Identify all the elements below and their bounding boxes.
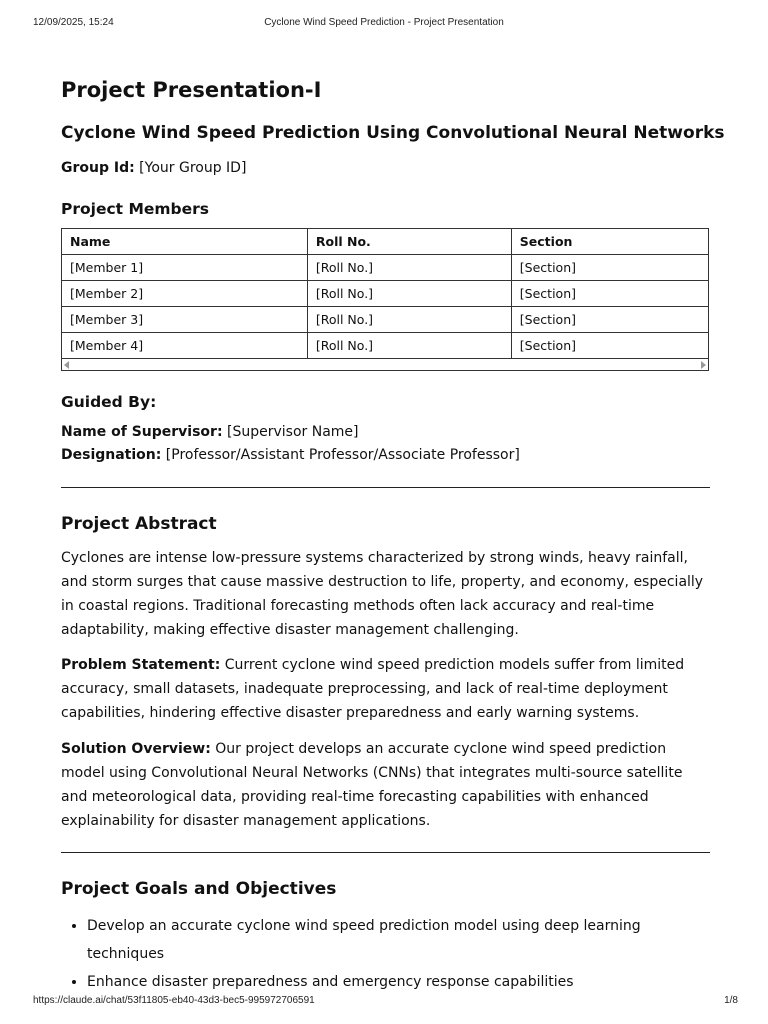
list-item: • Develop an accurate cyclone wind speed prediction model using deep learning techniques [87, 912, 707, 968]
supervisor-label: Name of Supervisor: [61, 424, 223, 440]
solution-overview-text: Our project develops an accurate cyclone wind speed prediction model using Convolutional Neural Networks (CNNs) that integrates multi-source satellite and meteorological data, providing real-time forecasting capabilities with enhanced explainability for disaster management applications. [61, 741, 683, 829]
supervisor-value: [Supervisor Name] [222, 424, 359, 440]
page-title: Project Presentation-I [61, 78, 322, 102]
member-section-cell: [Section] [511, 281, 708, 307]
group-id-label: Group Id: [61, 160, 135, 176]
designation-line [61, 447, 520, 463]
member-roll-cell: [Roll No.] [307, 307, 511, 333]
column-header-name: Name [62, 229, 308, 255]
goals-heading: Project Goals and Objectives [61, 879, 337, 899]
group-id-line [61, 160, 246, 176]
member-section-cell: [Section] [511, 333, 708, 359]
members-table [61, 228, 709, 359]
problem-statement-text: Current cyclone wind speed prediction models suffer from limited accuracy, small datasets, inadequate preprocessing, and lack of real-time deployment capabilities, hindering effective disaster preparedness and early warning systems. [61, 657, 685, 721]
goals-list [61, 912, 707, 996]
table-row [62, 281, 709, 307]
abstract-paragraph: Cyclones are intense low-pressure systems characterized by strong winds, heavy rainfall, and storm surges that cause massive destruction to life, property, and economy, especially in coastal regions. Traditional forecasting methods often lack accuracy and real-time adaptability, making effective disaster management challenging. [61, 550, 704, 638]
column-header-section: Section [511, 229, 708, 255]
member-name-cell: [Member 1] [62, 255, 308, 281]
designation-value: [Professor/Assistant Professor/Associate Professor] [161, 447, 520, 463]
member-roll-cell: [Roll No.] [307, 333, 511, 359]
scroll-left-arrow-icon[interactable] [64, 361, 69, 369]
abstract-heading: Project Abstract [61, 514, 217, 534]
member-section-cell: [Section] [511, 307, 708, 333]
members-table-container[interactable] [61, 228, 709, 371]
member-name-cell: [Member 2] [62, 281, 308, 307]
print-page-number: 1/8 [724, 995, 738, 1006]
solution-overview-label: Solution Overview: [61, 741, 211, 757]
group-id-value: [Your Group ID] [134, 160, 247, 176]
print-header [0, 17, 768, 31]
designation-label: Designation: [61, 447, 162, 463]
supervisor-line [61, 424, 359, 440]
problem-statement-paragraph [61, 653, 711, 725]
member-roll-cell: [Roll No.] [307, 255, 511, 281]
column-header-roll-no: Roll No. [307, 229, 511, 255]
scroll-right-arrow-icon[interactable] [701, 361, 706, 369]
guided-by-heading: Guided By: [61, 393, 157, 411]
problem-statement-label: Problem Statement: [61, 657, 221, 673]
section-divider [61, 852, 710, 853]
member-name-cell: [Member 4] [62, 333, 308, 359]
table-header-row [62, 229, 709, 255]
table-row [62, 333, 709, 359]
solution-overview-paragraph [61, 737, 711, 833]
list-item: • Enhance disaster preparedness and emergency response capabilities [87, 968, 707, 996]
print-datetime: 12/09/2025, 15:24 [33, 17, 114, 28]
table-row [62, 255, 709, 281]
project-subtitle: Cyclone Wind Speed Prediction Using Convolutional Neural Networks [61, 123, 725, 143]
members-heading: Project Members [61, 200, 210, 218]
section-divider [61, 487, 710, 488]
print-page-title: Cyclone Wind Speed Prediction - Project Presentation [264, 17, 504, 28]
member-roll-cell: [Roll No.] [307, 281, 511, 307]
member-section-cell: [Section] [511, 255, 708, 281]
horizontal-scrollbar[interactable] [62, 360, 708, 370]
member-name-cell: [Member 3] [62, 307, 308, 333]
print-url: https://claude.ai/chat/53f11805-eb40-43d3-bec5-995972706591 [33, 995, 315, 1006]
table-row [62, 307, 709, 333]
